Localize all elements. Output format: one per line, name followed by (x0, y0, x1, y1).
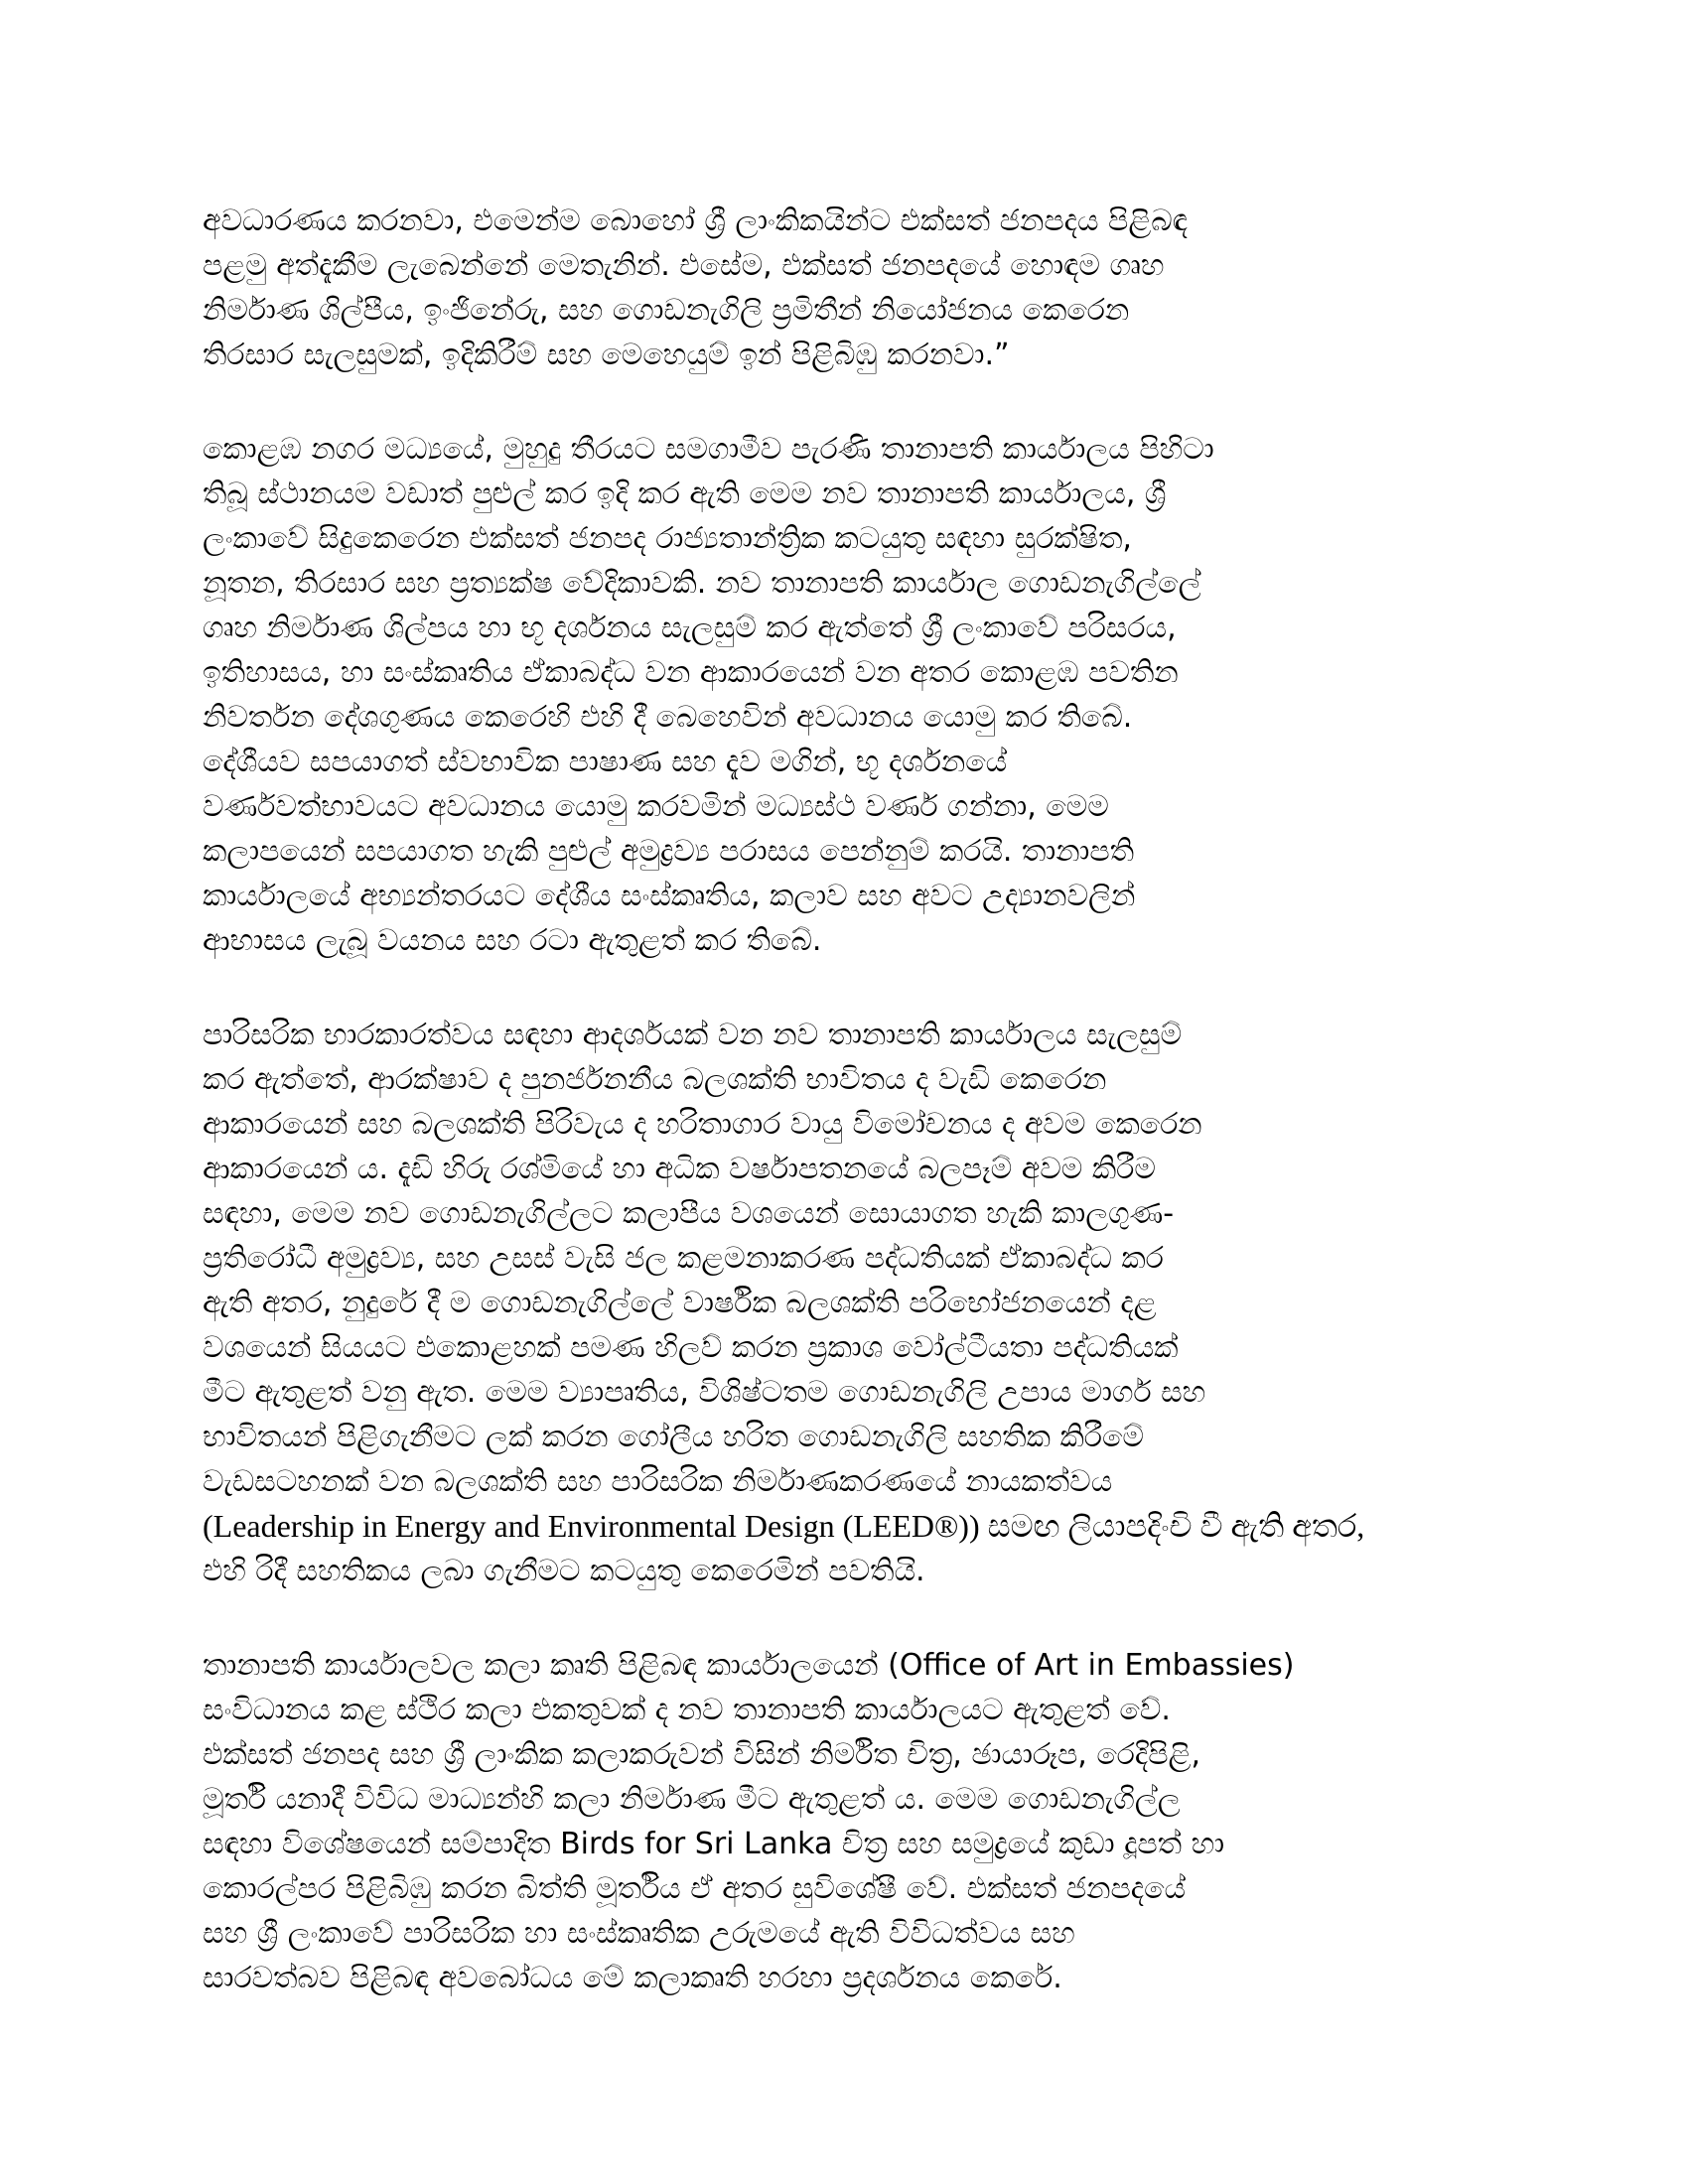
paragraph (203, 199, 1493, 377)
text-line: භාවිතයන් පිළිගැනීමට ලක් කරන ගෝලීය හරිත ගොඩනැගිලි සහතික කිරීමේ (203, 1420, 1144, 1454)
text-line: තානාපති කාර්යාලවල කලා කෘති පිළිබඳ කාර්යාලයෙන් (Office of Art in Embassies) (203, 1648, 1295, 1683)
text-line: එහි රිදී සහතිකය ලබා ගැනීමට කටයුතු කෙරෙමින් පවතියි. (203, 1554, 925, 1588)
text-line: නිවර්තන දේශගුණය කෙරෙහි එහි දී බෙහෙවින් අවධානය යොමු කර තිබේ. (203, 700, 1133, 735)
text-line: එක්සත් ජනපද සහ ශ්‍රී ලාංකික කලාකරුවන් විසින් නිර්මිත චිත්‍ර, ඡායාරූප, රෙදිපිළි, (203, 1737, 1200, 1772)
text-line: ඉතිහාසය, හා සංස්කෘතිය ඒකාබද්ධ වන ආකාරයෙන් වන අතර කොළඹ පවතින (203, 655, 1179, 690)
text-line: තිරසාර සැලසුමක්, ඉදිකිරීම් සහ මෙහෙයුම් ඉන් පිළිබිඹු කරනවා.” (203, 338, 1010, 372)
text-line: දේශීයව සපයාගත් ස්වභාවික පාෂාණ සහ දැව මගින්, භූ දර්ශනයේ (203, 745, 1008, 779)
text-line: ආභාසය ලැබූ වයනය සහ රටා ඇතුළත් කර තිබේ. (203, 923, 822, 958)
text-line: ලංකාවේ සිදුකෙරෙන එක්සත් ජනපද රාජ්‍යතාන්ත්‍රික කටයුතු සඳහා සුරක්ෂිත, (203, 521, 1132, 556)
text-line: වශයෙන් සියයට එකොළහක් පමණ හිලව් කරන ප්‍රකාශ වෝල්ටීයතා පද්ධතියක් (203, 1330, 1179, 1365)
text-line: මූර්ති යනාදී විවිධ මාධ්‍යන්හි කලා නිර්මාණ මීට ඇතුළත් ය. මෙම ගොඩනැගිල්ල (203, 1782, 1181, 1817)
text-line: (Leadership in Energy and Environmental Design (LEED®)) සමඟ ලියාපදිංචි වී ඇති අතර, (203, 1508, 1365, 1544)
text-line: කාර්යාලයේ අභ්‍යන්තරයට දේශීය සංස්කෘතිය, කලාව සහ අවට උද්‍යානවලින් (203, 879, 1136, 913)
text-line: සහ ශ්‍රී ලංකාවේ පාරිසරික හා සංස්කෘතික උරුමයේ ඇති විවිධත්වය සහ (203, 1916, 1075, 1951)
text-line: ගෘහ නිර්මාණ ශිල්පය හා භූ දර්ශනය සැලසුම් කර ඇත්තේ ශ්‍රී ලංකාවේ පරිසරය, (203, 611, 1177, 645)
text-line: කර ඇත්තේ, ආරක්ෂාව ද පුනර්ජනනීය බලශක්ති භාවිතය ද වැඩි කෙරෙන (203, 1062, 1107, 1097)
text-line: කලාපයෙන් සපයාගත හැකි පුළුල් අමුද්‍රව්‍ය පරාසය පෙන්නුම් කරයි. තානාපති (203, 834, 1135, 869)
text-line: ආකාරයෙන් සහ බලශක්ති පිරිවැය ද හරිතාගාර වායු විමෝචනය ද අවම කෙරෙන (203, 1107, 1202, 1142)
text-line: අවධාරණය කරනවා, එමෙන්ම බොහෝ ශ්‍රී ලාංකිකයින්ට එක්සත් ජනපදය පිළිබඳ (203, 204, 1189, 238)
text-line: කොරල්පර පිළිබිඹු කරන බිත්ති මූර්තිය ඒ අතර සුවිශේෂී වේ. එක්සත් ජනපදයේ (203, 1871, 1187, 1906)
text-line: සඳහා විශේෂයෙන් සම්පාදිත Birds for Sri Lanka චිත්‍ර සහ සමුද්‍රයේ කුඩා දූපත් හා (203, 1827, 1225, 1861)
text-line: සාරවත්බව පිළිබඳ අවබෝධය මේ කලාකෘති හරහා ප්‍රදර්ශනය කෙරේ. (203, 1961, 1062, 1995)
text-line: කොළඹ නගර මධ්‍යයේ, මුහුදු තීරයට සමගාමීව පැරණි තානාපති කාර්යාලය පිහිටා (203, 432, 1214, 467)
paragraph (203, 1643, 1493, 2000)
paragraph (203, 1013, 1493, 1593)
text-line: තිබූ ස්ථානයම වඩාත් පුළුල් කර ඉදි කර ඇති මෙම නව තානාපති කාර්යාලය, ශ්‍රී (203, 477, 1167, 511)
text-line: වැඩසටහනක් වන බලශක්ති සහ පාරිසරික නිර්මාණකරණයේ නායකත්වය (203, 1464, 1113, 1499)
text-line: මීට ඇතුළත් වනු ඇත. මෙම ව්‍යාපෘතිය, විශිෂ්ටතම ගොඩනැගිලි උපාය මාර්ග සහ (203, 1375, 1206, 1410)
text-line: සඳහා, මෙම නව ගොඩනැගිල්ලට කලාපීය වශයෙන් සොයාගත හැකි කාලගුණ- (203, 1196, 1175, 1231)
body-text (203, 199, 1493, 2050)
text-line: ප්‍රතිරෝධී අමුද්‍රව්‍ය, සහ උසස් වැසි ජල කළමනාකරණ පද්ධතියක් ඒකාබද්ධ කර (203, 1241, 1164, 1276)
text-line: වර්ණවත්භාවයට අවධානය යොමු කරවමින් මධ්‍යස්ථ වර්ණ ගන්නා, මෙම (203, 789, 1109, 824)
text-line: නිර්මාණ ශිල්පීය, ඉංජිනේරු, සහ ගොඩනැගිලි ප්‍රමිතීන් නියෝජනය කෙරෙන (203, 293, 1130, 328)
text-line: සංවිධානය කළ ස්ථිර කලා එකතුවක් ද නව තානාපති කාර්යාලයට ඇතුළත් වේ. (203, 1693, 1171, 1727)
text-line: නූතන, තිරසාර සහ ප්‍රත්‍යක්ෂ වේදිකාවකි. නව තානාපති කාර්යාල ගොඩනැගිල්ලේ (203, 566, 1201, 601)
text-line: පළමු අත්දැකීම ලැබෙන්නේ මෙතැනින්. එසේම, එක්සත් ජනපදයේ හොඳම ගෘහ (203, 248, 1165, 283)
paragraph (203, 427, 1493, 963)
text-line: පාරිසරික භාරකාරත්වය සඳහා ආදර්ශයක් වන නව තානාපති කාර්යාලය සැලසුම් (203, 1018, 1183, 1052)
text-line: ආකාරයෙන් ය. දැඩි හිරු රශ්මියේ හා අධික වර්ෂාපතනයේ බලපෑම් අවම කිරීම (203, 1152, 1156, 1186)
text-line: ඇති අතර, නුදුරේ දී ම ගොඩනැගිල්ලේ වාර්ෂික බලශක්ති පරිභෝජනයෙන් දළ (203, 1286, 1157, 1320)
